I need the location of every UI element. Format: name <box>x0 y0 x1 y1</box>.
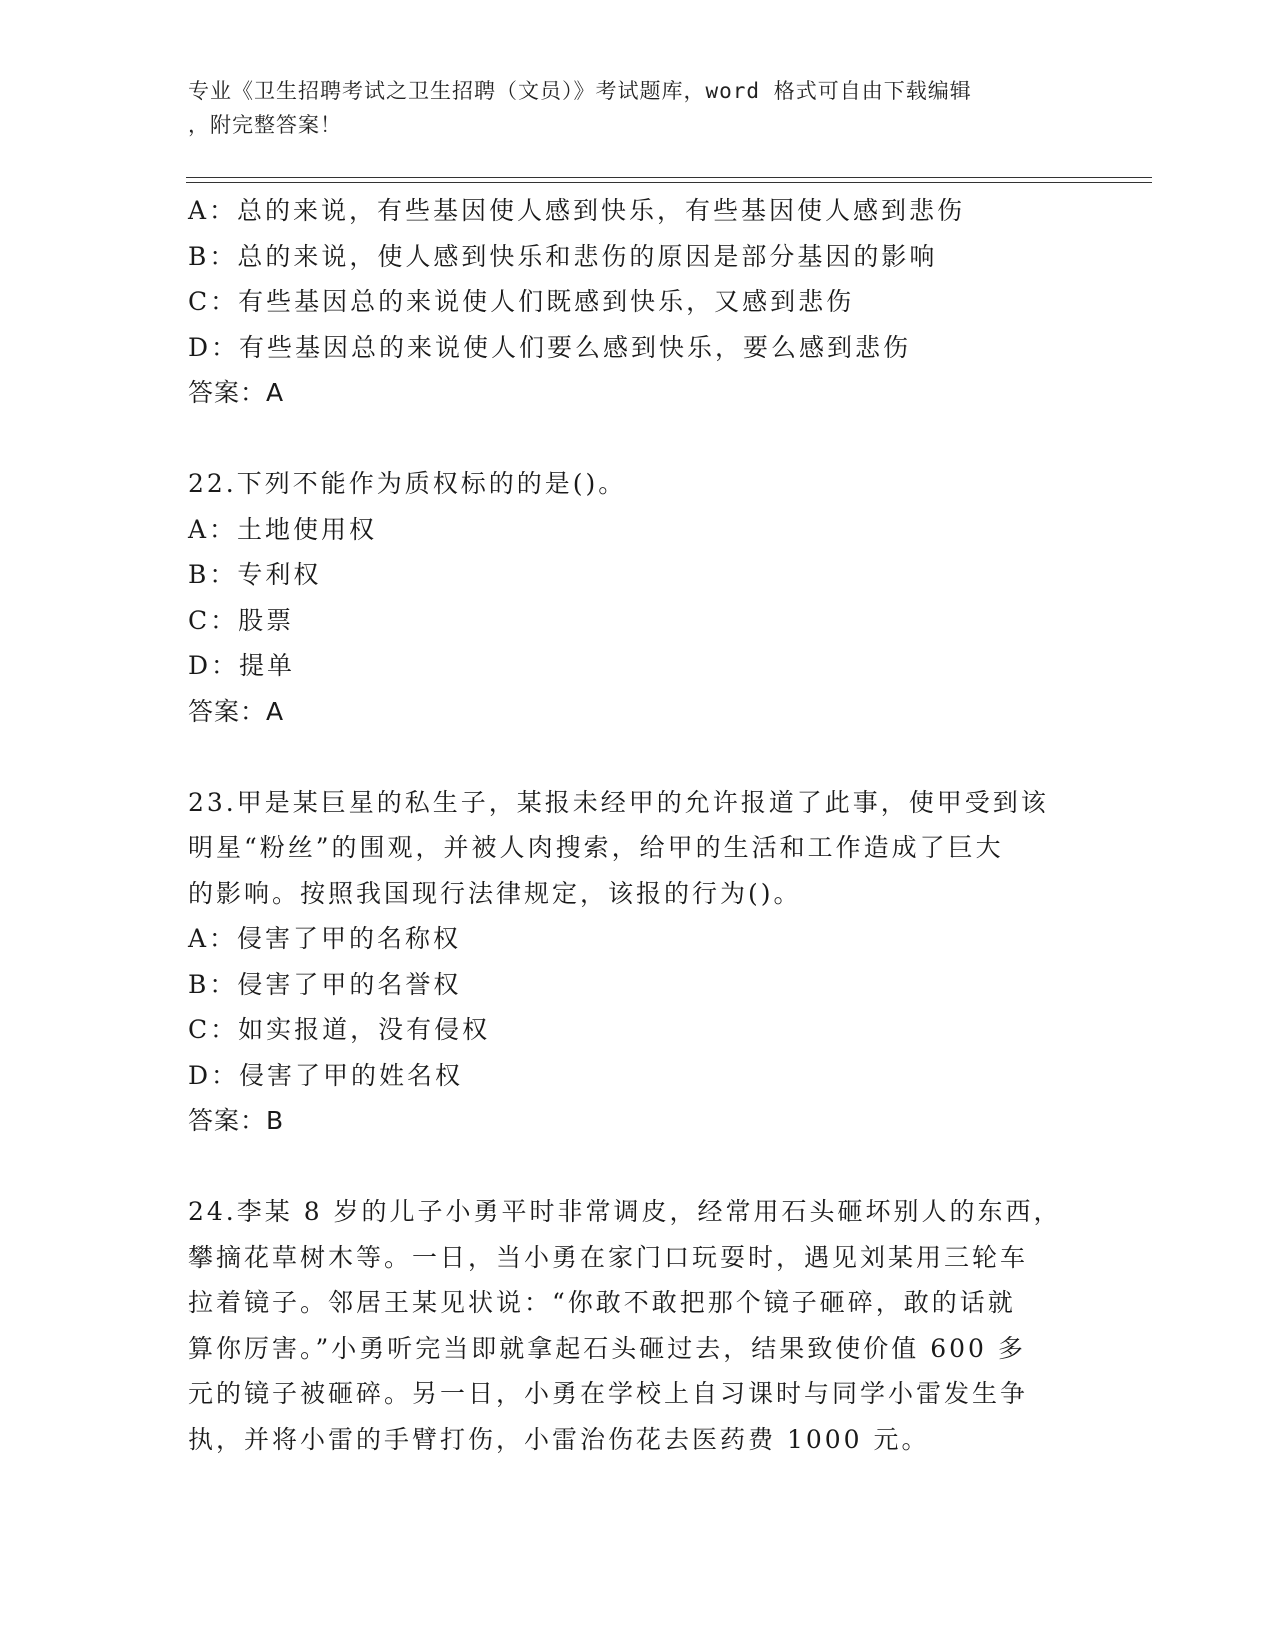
option-c: C：有些基因总的来说使人们既感到快乐，又感到悲伤 <box>188 287 855 316</box>
option-d: D：提单 <box>188 651 296 680</box>
option-d: D：侵害了甲的姓名权 <box>188 1060 464 1090</box>
question-text-line: 24.李某 8 岁的儿子小勇平时非常调皮，经常用石头砸坏别人的东西， <box>188 1197 1062 1226</box>
spacer <box>188 416 1088 462</box>
question-text-line: 攀摘花草树木等。一日，当小勇在家门口玩耍时，遇见刘某用三轮车 <box>188 1242 1029 1272</box>
header-line-1: 专业《卫生招聘考试之卫生招聘（文员）》考试题库，word 格式可自由下载编辑 <box>188 79 972 103</box>
option-d: D：有些基因总的来说使人们要么感到快乐，要么感到悲伤 <box>188 332 912 362</box>
option-a: A：总的来说，有些基因使人感到快乐，有些基因使人感到悲伤 <box>188 196 966 225</box>
question-21 <box>188 188 1088 416</box>
spacer <box>188 734 1088 780</box>
document-header <box>188 74 1068 142</box>
question-23 <box>188 780 1088 1144</box>
question-text-line: 明星“粉丝”的围观，并被人肉搜索，给甲的生活和工作造成了巨大 <box>188 833 1004 862</box>
option-c: C：股票 <box>188 605 295 635</box>
question-text-line: 元的镜子被砸碎。另一日，小勇在学校上自习课时与同学小雷发生争 <box>188 1379 1029 1408</box>
header-divider-top <box>186 177 1152 178</box>
option-b: B：侵害了甲的名誉权 <box>188 969 462 999</box>
question-text: 22.下列不能作为质权标的的是()。 <box>188 469 627 498</box>
option-a: A：侵害了甲的名称权 <box>188 924 462 953</box>
question-content <box>188 188 1088 1462</box>
answer: 答案：B <box>188 1106 285 1135</box>
header-divider-bottom <box>186 182 1152 183</box>
option-b: B：专利权 <box>188 560 322 589</box>
answer: 答案：A <box>188 378 285 407</box>
question-text-line: 的影响。按照我国现行法律规定，该报的行为()。 <box>188 878 802 908</box>
option-c: C：如实报道，没有侵权 <box>188 1015 491 1044</box>
option-b: B：总的来说，使人感到快乐和悲伤的原因是部分基因的影响 <box>188 241 938 271</box>
question-24 <box>188 1189 1088 1462</box>
question-text-line: 算你厉害。”小勇听完当即就拿起石头砸过去，结果致使价值 600 多 <box>188 1333 1026 1363</box>
question-22 <box>188 461 1088 734</box>
question-text-line: 拉着镜子。邻居王某见状说：“你敢不敢把那个镜子砸碎，敢的话就 <box>188 1288 1016 1317</box>
option-a: A：土地使用权 <box>188 514 378 544</box>
question-text-line: 23.甲是某巨星的私生子，某报未经甲的允许报道了此事，使甲受到该 <box>188 787 1049 817</box>
spacer <box>188 1144 1088 1190</box>
question-text-line: 执，并将小雷的手臂打伤，小雷治伤花去医药费 1000 元。 <box>188 1424 930 1454</box>
answer: 答案：A <box>188 696 285 726</box>
header-line-2: ，附完整答案！ <box>188 113 342 137</box>
